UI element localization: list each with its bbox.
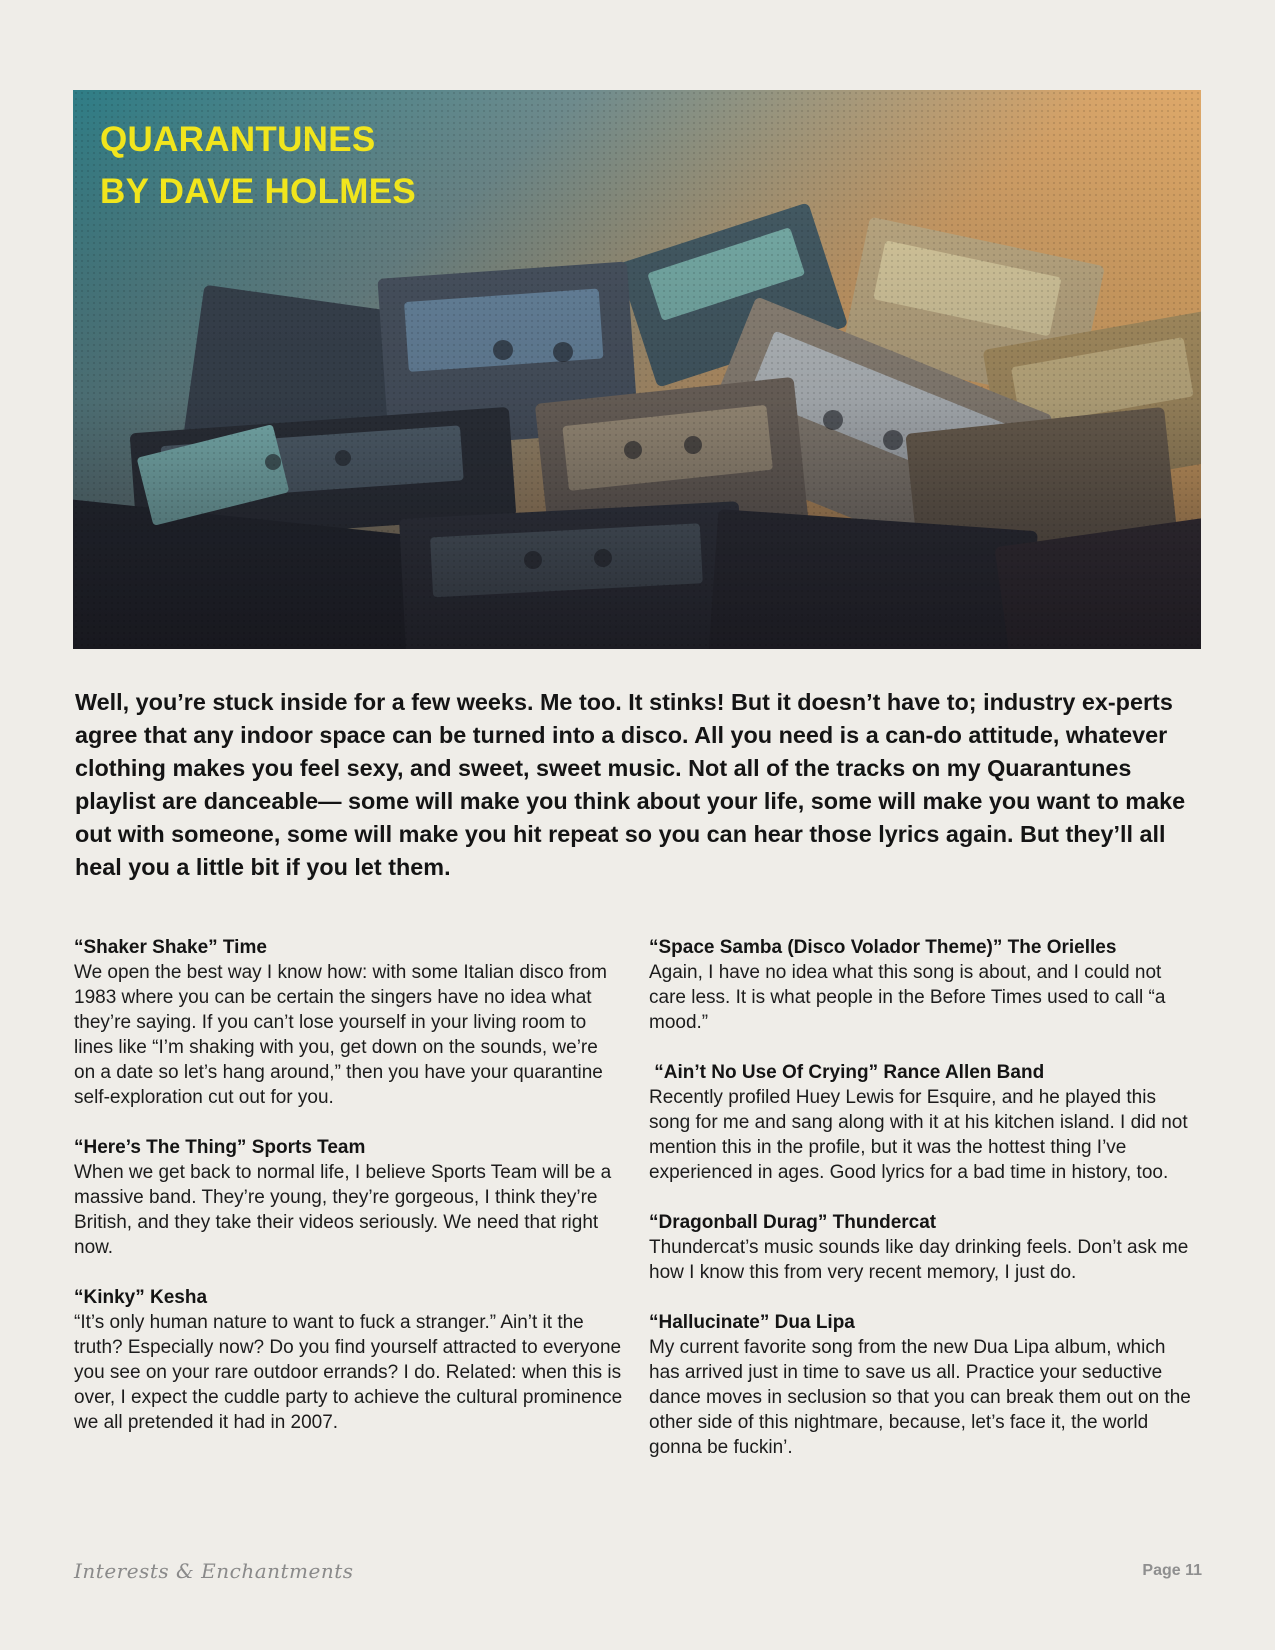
song-description: “It’s only human nature to want to fuck a stranger.” Ain’t it the truth? Especially now? Do you find yourself attracted to everyone you see on your rare outdoor errands? I do. Related: when this is over, I expect the cuddle party to achieve the cultural prominence we all pretended it had in 2007. (74, 1312, 623, 1433)
song-heading: “Kinky” Kesha (74, 1287, 208, 1308)
page-number: Page 11 (1142, 1562, 1202, 1579)
song-entry (649, 1310, 1199, 1460)
song-entry (74, 935, 624, 1110)
right-column (649, 935, 1199, 1485)
song-entry (649, 1210, 1199, 1285)
song-heading: “Space Samba (Disco Volador Theme)” The Orielles (649, 937, 1117, 958)
title-line-1: QUARANTUNES (100, 120, 376, 159)
song-heading: “Dragonball Durag” Thundercat (649, 1212, 937, 1233)
song-description: When we get back to normal life, I believe Sports Team will be a massive band. They’re young, they’re gorgeous, I think they’re British, and they take their videos seriously. We need that right now. (74, 1162, 612, 1258)
song-description: My current favorite song from the new Dua Lipa album, which has arrived just in time to save us all. Practice your seductive dance moves in seclusion so that you can break them out on the other side of this nightmare, because, let’s face it, the world gonna be fuckin’. (649, 1337, 1191, 1458)
song-description: Thundercat’s music sounds like day drinking feels. Don’t ask me how I know this from very recent memory, I just do. (649, 1237, 1189, 1283)
title-line-2: BY DAVE HOLMES (100, 172, 417, 211)
song-description: Recently profiled Huey Lewis for Esquire, and he played this song for me and sang along with it at his kitchen island. I did not mention this in the profile, but it was the hottest thing I’ve experienced in ages. Good lyrics for a bad time in history, too. (649, 1087, 1188, 1183)
song-heading: “Here’s The Thing” Sports Team (74, 1137, 366, 1158)
song-heading: “Ain’t No Use Of Crying” Rance Allen Band (649, 1062, 1045, 1083)
publication-name: Interests & Enchantments (74, 1559, 354, 1583)
article-title (100, 114, 416, 218)
song-entry (74, 1135, 624, 1260)
song-entry (74, 1285, 624, 1435)
hero-image (73, 90, 1201, 649)
song-heading: “Shaker Shake” Time (74, 937, 267, 958)
song-description: We open the best way I know how: with some Italian disco from 1983 where you can be certain the singers have no idea what they’re saying. If you can’t lose yourself in your living room to lines like “I’m shaking with you, get down on the sounds, we’re on a date so let’s hang around,” then you have your quarantine self-exploration cut out for you. (74, 962, 607, 1108)
left-column (74, 935, 624, 1460)
song-heading: “Hallucinate” Dua Lipa (649, 1312, 855, 1333)
song-entry (649, 1060, 1199, 1185)
intro-paragraph: Well, you’re stuck inside for a few weeks. Me too. It stinks! But it doesn’t have to; industry ex-perts agree that any indoor space can be turned into a disco. All you need is a can-do attitude, whatever clothing makes you feel sexy, and sweet, sweet music. Not all of the tracks on my Quarantunes playlist are danceable— some will make you think about your life, some will make you want to make out with someone, some will make you hit repeat so you can hear those lyrics again. But they’ll all heal you a little bit if you let them. (75, 689, 1186, 880)
song-entry (649, 935, 1199, 1035)
song-description: Again, I have no idea what this song is about, and I could not care less. It is what people in the Before Times used to call “a mood.” (649, 962, 1166, 1033)
